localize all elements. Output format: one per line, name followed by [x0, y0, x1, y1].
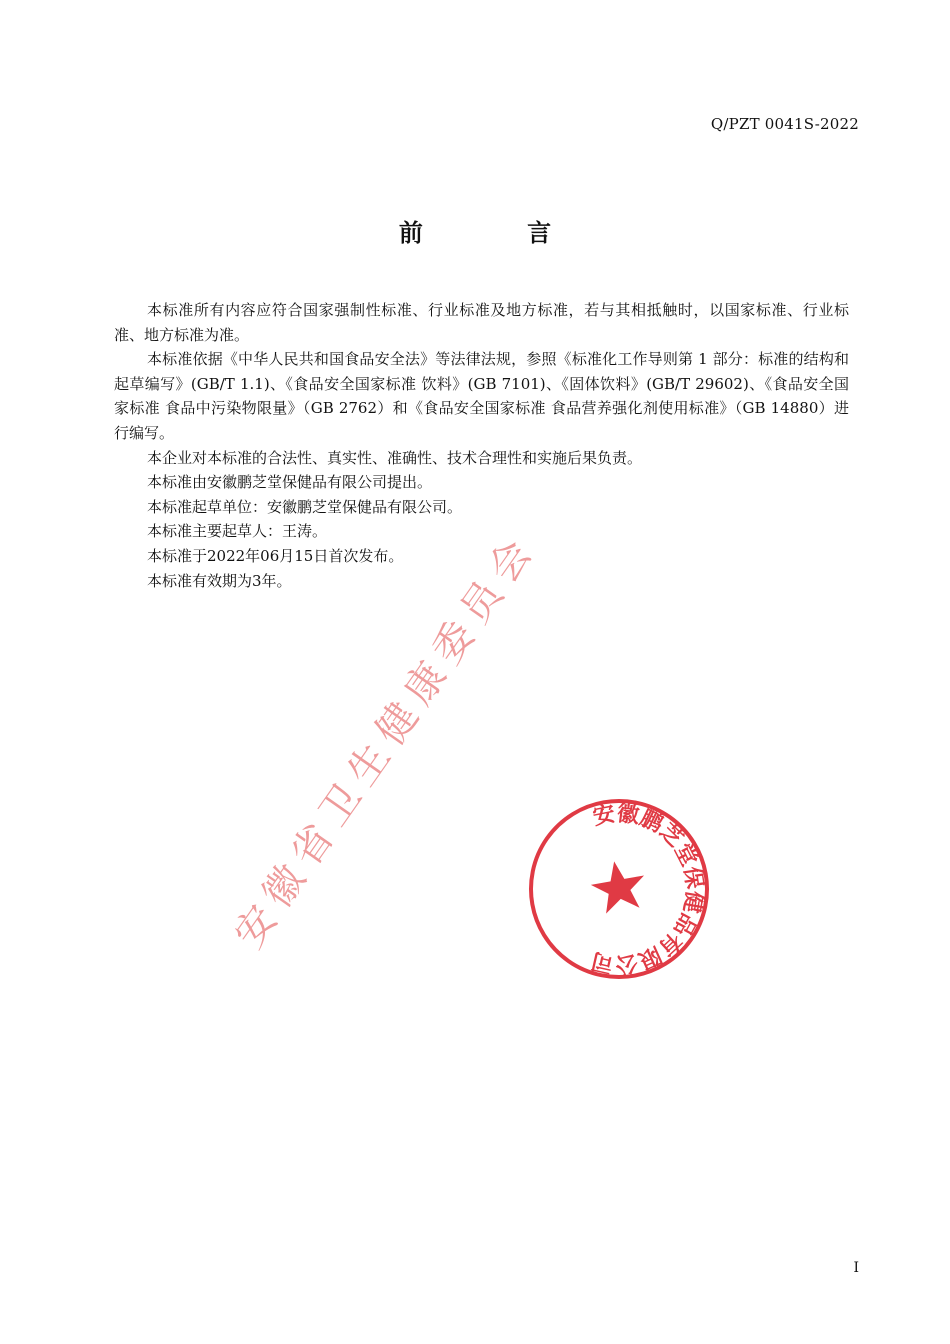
- watermark-char: 卫: [310, 775, 372, 835]
- watermark-char: 安: [226, 897, 287, 957]
- paragraph-2: 本标准依据《中华人民共和国食品安全法》等法律法规，参照《标准化工作导则第 1 部分：标准的结构和起草编写》(GB/T 1.1)、《食品安全国家标准 饮料》(GB 7101)、《固体饮料》(GB/T 29602)、《食品安全国家标准 食品中污染物限量》（GB 2762）和《食品安全国家标准 食品营养强化剂使用标准》（GB 14880）进行编写。: [114, 350, 849, 442]
- paragraph-7: 本标准于2022年06月15日首次发布。: [147, 546, 404, 565]
- watermark-char: 委: [423, 613, 485, 673]
- page-title: 前 言: [398, 219, 600, 247]
- watermark-char: 徽: [254, 856, 315, 916]
- paragraph-3: 本企业对本标准的合法性、真实性、准确性、技术合理性和实施后果负责。: [147, 448, 643, 467]
- watermark-char: 生: [338, 735, 400, 795]
- page-number: I: [853, 1260, 859, 1276]
- seal-text: 安徽鹏芝堂保健品有限公司: [588, 801, 707, 977]
- watermark-char: 康: [395, 653, 457, 714]
- watermark-text: [226, 532, 541, 956]
- paragraph-6: 本标准主要起草人：王涛。: [147, 522, 328, 541]
- star-icon: [588, 857, 650, 916]
- document-body: [114, 298, 849, 593]
- paragraph-4: 本标准由安徽鹏芝堂保健品有限公司提出。: [147, 473, 433, 492]
- watermark-char: 健: [367, 694, 428, 754]
- document-code: Q/PZT 0041S-2022: [710, 115, 859, 133]
- company-seal: [525, 795, 713, 983]
- paragraph-5: 本标准起草单位：安徽鹏芝堂保健品有限公司。: [147, 497, 463, 516]
- paragraph-1: 本标准所有内容应符合国家强制性标准、行业标准及地方标准，若与其相抵触时，以国家标准、行业标准、地方标准为准。: [114, 301, 849, 344]
- watermark-char: 员: [451, 572, 513, 632]
- watermark-char: 省: [282, 816, 344, 876]
- paragraph-8: 本标准有效期为3年。: [147, 571, 292, 590]
- watermark-char: 会: [480, 532, 541, 592]
